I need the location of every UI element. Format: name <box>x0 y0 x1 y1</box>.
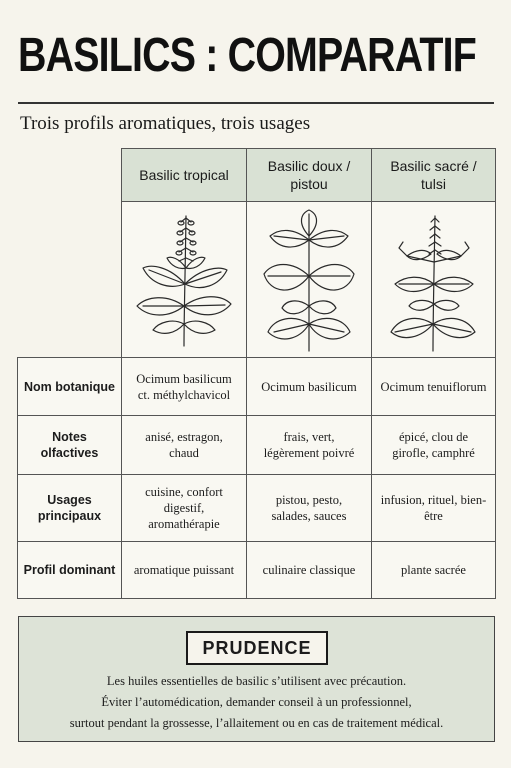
table-cell: Ocimum tenuiflorum <box>371 357 496 416</box>
title-rule <box>18 102 494 104</box>
table-cell: plante sacrée <box>371 541 496 599</box>
table-cell: Ocimum basilicum <box>246 357 372 416</box>
column-header-tropical: Basilic tropical <box>121 148 247 202</box>
table-cell: anisé, estragon, chaud <box>121 415 247 475</box>
column-header-holy: Basilic sacré / tulsi <box>371 148 496 202</box>
page-subtitle: Trois profils aromatiques, trois usages <box>20 113 311 134</box>
table-cell: infusion, rituel, bien-être <box>371 474 496 542</box>
row-label-main-uses: Usages principaux <box>17 474 122 542</box>
table-cell: frais, vert, légèrement poivré <box>246 415 372 475</box>
table-cell: culinaire classique <box>246 541 372 599</box>
table-cell: aromatique puissant <box>121 541 247 599</box>
holy-basil-illustration <box>371 201 496 358</box>
row-label-dominant-profile: Profil dominant <box>17 541 122 599</box>
sweet-basil-illustration <box>246 201 372 358</box>
table-cell: pistou, pesto, salades, sauces <box>246 474 372 542</box>
caution-title: PRUDENCE <box>186 631 328 665</box>
caution-text <box>19 671 494 734</box>
table-cell: épicé, clou de girofle, camphré <box>371 415 496 475</box>
caution-line: Éviter l’automédication, demander conseil à un professionnel, <box>101 695 412 709</box>
row-label-olfactory-notes: Notes olfactives <box>17 415 122 475</box>
table-cell: cuisine, confort digestif, aromathérapie <box>121 474 247 542</box>
column-header-sweet: Basilic doux / pistou <box>246 148 372 202</box>
tropical-basil-illustration <box>121 201 247 358</box>
caution-line: Les huiles essentielles de basilic s’utilisent avec précaution. <box>106 674 407 688</box>
table-cell: Ocimum basilicum ct. méthylchavicol <box>121 357 247 416</box>
row-label-botanical-name: Nom botanique <box>17 357 122 416</box>
caution-line: surtout pendant la grossesse, l’allaitement ou en cas de traitement médical. <box>69 716 444 730</box>
page-title: BASILICS : COMPARATIF <box>18 29 476 82</box>
caution-box <box>18 616 495 742</box>
